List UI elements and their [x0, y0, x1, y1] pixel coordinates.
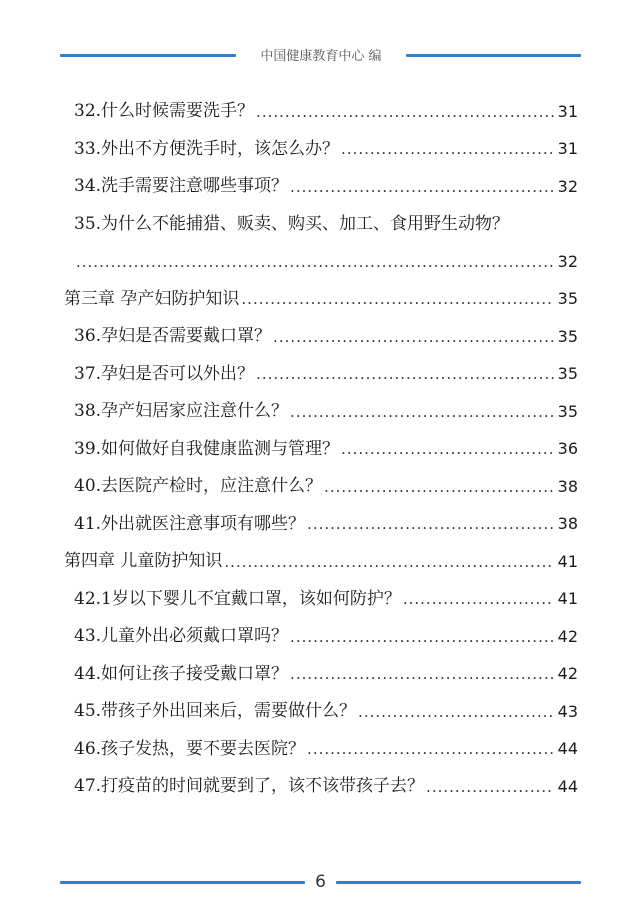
toc-chapter-title: 第四章 儿童防护知识	[64, 551, 223, 572]
toc-leader-dots	[324, 480, 554, 506]
footer-rule-right	[336, 881, 581, 884]
toc-entry[interactable]	[64, 506, 578, 544]
toc-entry-title: 40.去医院产检时，应注意什么？	[74, 476, 323, 497]
toc-entry-title: 41.外出就医注意事项有哪些？	[74, 513, 306, 534]
toc-entry-continuation[interactable]	[64, 243, 578, 281]
header-rule-right	[406, 54, 581, 57]
toc-entry[interactable]	[64, 356, 578, 394]
toc-page-number: 42	[557, 626, 578, 646]
toc-entry-title: 45.带孩子外出回来后，需要做什么？	[74, 701, 357, 722]
toc-leader-dots	[341, 442, 554, 468]
page-footer	[60, 870, 581, 896]
toc-page-number: 32	[557, 176, 578, 196]
toc-page-number: 35	[557, 401, 578, 421]
toc-leader-dots	[307, 742, 554, 768]
header-title: 中国健康教育中心 编	[260, 49, 382, 64]
toc-leader-dots	[341, 142, 554, 168]
page-number: 6	[315, 872, 326, 892]
toc-entry-title: 36.孕妇是否需要戴口罩？	[74, 326, 272, 347]
toc-entry[interactable]	[64, 93, 578, 131]
toc-entry[interactable]	[64, 618, 578, 656]
toc-page-number: 38	[557, 476, 578, 496]
toc-page-number: 41	[557, 589, 578, 609]
toc-entry-title: 46.孩子发热，要不要去医院？	[74, 738, 306, 759]
toc-entry[interactable]	[64, 206, 578, 244]
toc-entry[interactable]	[64, 468, 578, 506]
page-header	[60, 43, 581, 65]
toc-page-number: 35	[557, 364, 578, 384]
toc-entry[interactable]	[64, 693, 578, 731]
header-rule-left	[60, 54, 236, 57]
toc-page-number: 31	[557, 101, 578, 121]
toc-entry-title: 44.如何让孩子接受戴口罩？	[74, 663, 289, 684]
toc-leader-dots	[273, 330, 554, 356]
toc-leader-dots	[403, 592, 554, 618]
toc-entry-title: 34.洗手需要注意哪些事项？	[74, 176, 289, 197]
toc-entry[interactable]	[64, 131, 578, 169]
toc-entry[interactable]	[64, 431, 578, 469]
toc-entry-title: 35.为什么不能捕猎、贩卖、购买、加工、食用野生动物？	[74, 213, 510, 234]
toc-leader-dots	[224, 555, 553, 581]
toc-page-number: 44	[557, 776, 578, 796]
toc-leader-dots	[426, 780, 554, 806]
toc-page-number: 35	[557, 326, 578, 346]
toc-leader-dots	[358, 705, 554, 731]
toc-chapter-title: 第三章 孕产妇防护知识	[64, 288, 240, 309]
toc-leader-dots	[290, 667, 554, 693]
toc-entry-title: 32.什么时候需要洗手？	[74, 101, 255, 122]
toc-entry[interactable]	[64, 656, 578, 694]
footer-rule-left	[60, 881, 305, 884]
table-of-contents	[64, 93, 578, 806]
toc-chapter[interactable]	[64, 543, 578, 581]
toc-page-number: 35	[557, 289, 578, 309]
toc-leader-dots	[290, 180, 554, 206]
toc-entry-title: 43.儿童外出必须戴口罩吗？	[74, 626, 289, 647]
toc-page-number: 44	[557, 739, 578, 759]
toc-entry-title: 38.孕产妇居家应注意什么？	[74, 401, 289, 422]
toc-entry-title: 47.打疫苗的时间就要到了，该不该带孩子去？	[74, 776, 425, 797]
toc-leader-dots	[290, 405, 554, 431]
toc-chapter[interactable]	[64, 281, 578, 319]
toc-page-number: 38	[557, 514, 578, 534]
toc-leader-dots	[256, 105, 554, 131]
toc-page-number: 32	[557, 251, 578, 271]
toc-page-number: 41	[557, 551, 578, 571]
toc-entry[interactable]	[64, 731, 578, 769]
toc-page-number: 36	[557, 439, 578, 459]
toc-entry[interactable]	[64, 581, 578, 619]
toc-entry-title: 39.如何做好自我健康监测与管理？	[74, 438, 340, 459]
toc-page-number: 31	[557, 139, 578, 159]
toc-entry-title: 42.1岁以下婴儿不宜戴口罩，该如何防护？	[74, 588, 401, 609]
toc-leader-dots	[290, 630, 554, 656]
toc-leader-dots	[76, 255, 554, 281]
toc-entry[interactable]	[64, 393, 578, 431]
toc-entry-title: 37.孕妇是否可以外出？	[74, 363, 255, 384]
toc-leader-dots	[256, 367, 554, 393]
toc-entry[interactable]	[64, 768, 578, 806]
toc-entry-title: 33.外出不方便洗手时，该怎么办？	[74, 138, 340, 159]
toc-entry[interactable]	[64, 318, 578, 356]
toc-leader-dots	[241, 292, 553, 318]
toc-entry[interactable]	[64, 168, 578, 206]
toc-page-number: 43	[557, 701, 578, 721]
toc-page-number: 42	[557, 664, 578, 684]
toc-leader-dots	[307, 517, 554, 543]
